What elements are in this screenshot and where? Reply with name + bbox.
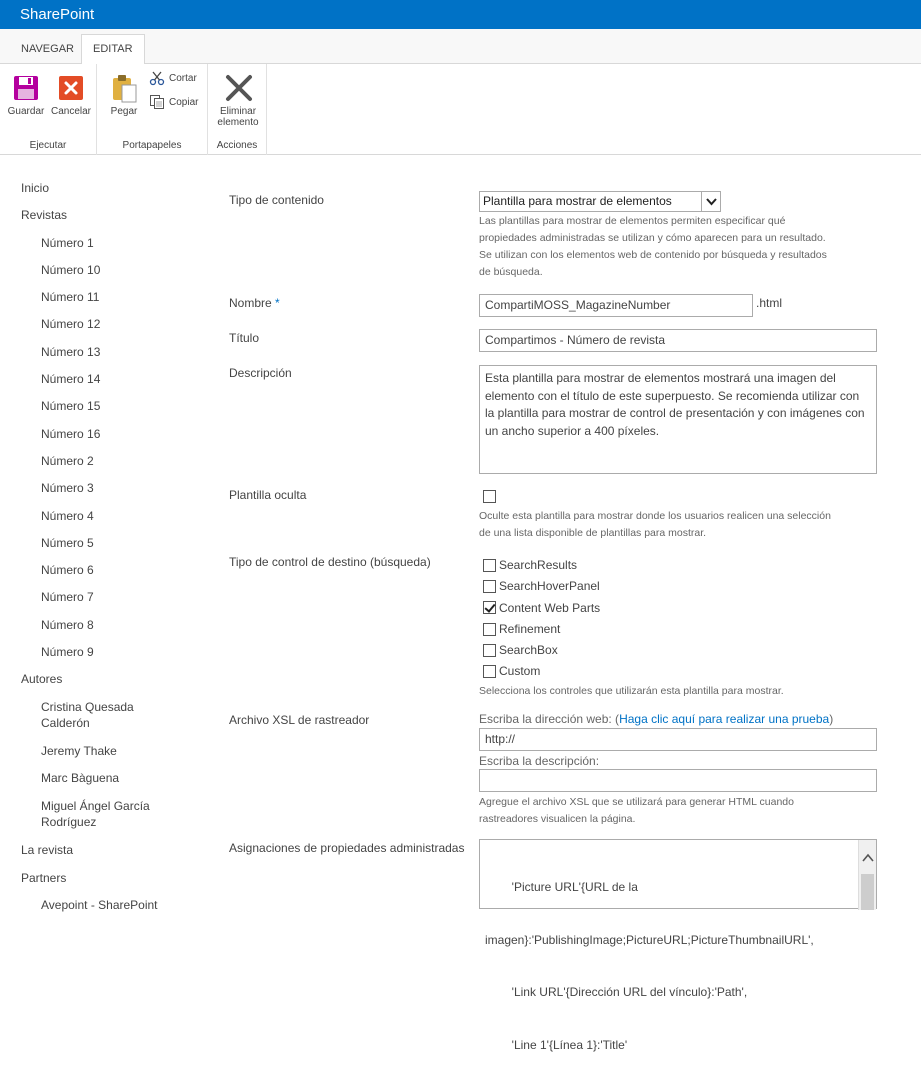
content-type-help-line: Se utilizan con los elementos web de contenido por búsqueda y resultados	[479, 249, 827, 261]
scroll-up-icon[interactable]	[859, 850, 877, 866]
chevron-down-icon	[701, 192, 720, 211]
scrollbar-thumb[interactable]	[861, 874, 874, 910]
nav-item-numero-4[interactable]: Número 4	[41, 509, 94, 523]
ribbon-group-actions	[208, 64, 267, 155]
content-type-help-line: propiedades administradas se utilizan y cómo aparecen para un resultado.	[479, 232, 826, 244]
nav-item-miguel-line1: Miguel Ángel García	[41, 799, 150, 813]
save-label: Guardar	[7, 106, 45, 117]
name-label-text: Nombre	[229, 296, 272, 310]
nav-item-la-revista[interactable]: La revista	[21, 843, 74, 857]
brand-title[interactable]: SharePoint	[20, 6, 95, 23]
tab-navegar[interactable]: NAVEGAR	[21, 43, 74, 55]
nav-item-numero-13[interactable]: Número 13	[41, 345, 101, 359]
target-control-help: Selecciona los controles que utilizarán esta plantilla para mostrar.	[479, 685, 784, 697]
xsl-help-line: Agregue el archivo XSL que se utilizará para generar HTML cuando	[479, 796, 794, 808]
nav-item-cristina-line1: Cristina Quesada	[41, 700, 134, 714]
content-type-select[interactable]	[479, 191, 721, 212]
cancel-label: Cancelar	[50, 106, 92, 117]
mapping-line: 'Line 1'{Línea 1}:'Title'	[485, 1037, 628, 1052]
checkbox-refinement[interactable]	[483, 623, 496, 636]
option-searchbox[interactable]: SearchBox	[499, 643, 558, 657]
option-content-web-parts[interactable]: Content Web Parts	[499, 601, 601, 615]
ribbon-group-clipboard	[97, 64, 208, 155]
nav-item-numero-1[interactable]: Número 1	[41, 236, 94, 250]
content-type-help-line: Las plantillas para mostrar de elementos permiten especificar qué	[479, 215, 786, 227]
hidden-template-help-line: de una lista disponible de plantillas para mostrar.	[479, 527, 707, 539]
cancel-icon	[57, 74, 85, 102]
nav-item-numero-8[interactable]: Número 8	[41, 618, 94, 632]
suite-bar	[0, 0, 921, 29]
title-label: Título	[229, 331, 260, 345]
mappings-text	[485, 844, 855, 1089]
cancel-button[interactable]	[50, 74, 92, 117]
paste-icon	[110, 74, 138, 102]
nav-item-marc[interactable]: Marc Bàguena	[41, 771, 120, 785]
delete-icon	[224, 74, 252, 102]
paste-label: Pegar	[110, 106, 138, 117]
checkbox-searchresults[interactable]	[483, 559, 496, 572]
target-control-label: Tipo de control de destino (búsqueda)	[229, 555, 431, 569]
copy-label: Copiar	[169, 96, 199, 108]
mappings-label: Asignaciones de propiedades administradas	[229, 841, 465, 855]
nav-item-revistas[interactable]: Revistas	[21, 208, 68, 222]
hidden-template-checkbox[interactable]	[483, 490, 496, 503]
xsl-url-prompt-end: )	[829, 712, 834, 726]
mappings-scrollbar[interactable]	[858, 840, 876, 910]
nav-item-numero-5[interactable]: Número 5	[41, 536, 94, 550]
checkbox-searchbox[interactable]	[483, 644, 496, 657]
nav-item-numero-3[interactable]: Número 3	[41, 481, 94, 495]
test-link[interactable]: Haga clic aquí para realizar una prueba	[619, 712, 830, 726]
nav-item-miguel[interactable]	[41, 799, 150, 829]
nav-item-numero-6[interactable]: Número 6	[41, 563, 94, 577]
group-label-actions: Acciones	[216, 140, 258, 151]
content-type-help	[479, 213, 827, 281]
xsl-label: Archivo XSL de rastreador	[229, 713, 370, 727]
option-custom[interactable]: Custom	[499, 664, 541, 678]
scissors-icon	[149, 70, 165, 86]
option-searchhoverpanel[interactable]: SearchHoverPanel	[499, 579, 600, 593]
title-input[interactable]: Compartimos - Número de revista	[479, 329, 877, 352]
xsl-help	[479, 794, 794, 828]
paste-button[interactable]	[107, 74, 141, 117]
nav-item-numero-7[interactable]: Número 7	[41, 590, 94, 604]
cut-button[interactable]	[149, 70, 197, 86]
copy-icon	[149, 94, 165, 110]
option-searchresults[interactable]: SearchResults	[499, 558, 578, 572]
nav-item-numero-15[interactable]: Número 15	[41, 399, 101, 413]
name-extension: .html	[756, 296, 783, 310]
mapping-line: 'Link URL'{Dirección URL del vínculo}:'Path',	[485, 985, 748, 999]
nav-item-numero-10[interactable]: Número 10	[41, 263, 101, 277]
xsl-desc-prompt: Escriba la descripción:	[479, 754, 600, 768]
mapping-line: 'Picture URL'{URL de la	[485, 880, 638, 894]
ribbon-tabs	[0, 29, 921, 64]
content-type-help-line: de búsqueda.	[479, 266, 543, 278]
nav-item-partners[interactable]: Partners	[21, 871, 67, 885]
name-input[interactable]: CompartiMOSS_MagazineNumber	[479, 294, 753, 317]
xsl-url-prompt-text: Escriba la dirección web: (	[479, 712, 620, 726]
nav-item-numero-14[interactable]: Número 14	[41, 372, 101, 386]
nav-item-avepoint[interactable]: Avepoint - SharePoint	[41, 898, 158, 912]
nav-item-inicio[interactable]: Inicio	[21, 181, 50, 195]
checkbox-content-web-parts[interactable]	[483, 601, 496, 614]
checkbox-custom[interactable]	[483, 665, 496, 678]
required-marker: *	[275, 296, 280, 310]
mappings-textarea[interactable]	[479, 839, 877, 1052]
description-textarea[interactable]: Esta plantilla para mostrar de elementos mostrará una imagen del elemento con el título de este superpuesto. Se recomienda utilizar con la plantilla para mostrar de control de presentación y con imágenes con un ancho superior a 400 píxeles.	[479, 365, 877, 474]
copy-button[interactable]	[149, 94, 198, 110]
nav-item-miguel-line2: Rodríguez	[41, 815, 97, 829]
hidden-template-label: Plantilla oculta	[229, 488, 307, 502]
description-label: Descripción	[229, 366, 292, 380]
group-label-clipboard: Portapapeles	[122, 140, 182, 151]
delete-label-line1: Eliminar	[219, 106, 257, 117]
checkbox-searchhoverpanel[interactable]	[483, 580, 496, 593]
nav-item-numero-9[interactable]: Número 9	[41, 645, 94, 659]
cut-label: Cortar	[169, 72, 197, 84]
save-icon	[12, 74, 40, 102]
xsl-help-line: rastreadores visualicen la página.	[479, 813, 636, 825]
nav-item-cristina-line2: Calderón	[41, 716, 90, 730]
delete-item-button[interactable]	[213, 74, 263, 128]
nav-item-jeremy[interactable]: Jeremy Thake	[41, 744, 117, 758]
nav-item-numero-11[interactable]: Número 11	[41, 290, 100, 304]
xsl-url-input[interactable]: http://	[479, 728, 877, 751]
delete-label-line2: elemento	[217, 117, 259, 128]
group-label-run: Ejecutar	[29, 140, 67, 151]
option-refinement[interactable]: Refinement	[499, 622, 561, 636]
hidden-template-help-line: Oculte esta plantilla para mostrar donde los usuarios realicen una selección	[479, 510, 831, 522]
nav-item-numero-16[interactable]: Número 16	[41, 427, 101, 441]
save-button[interactable]	[6, 74, 46, 117]
tab-editar[interactable]: EDITAR	[81, 34, 145, 65]
ribbon-group-run	[0, 64, 97, 155]
xsl-url-prompt	[479, 712, 833, 726]
content-type-value: Plantilla para mostrar de elementos	[483, 194, 672, 208]
mapping-line: imagen}:'PublishingImage;PictureURL;PictureThumbnailURL',	[485, 932, 814, 947]
name-label	[229, 296, 280, 310]
xsl-description-input[interactable]	[479, 769, 877, 792]
nav-item-cristina[interactable]	[41, 700, 134, 730]
content-type-label: Tipo de contenido	[229, 193, 324, 207]
nav-item-autores[interactable]: Autores	[21, 672, 63, 686]
nav-item-numero-2[interactable]: Número 2	[41, 454, 94, 468]
ribbon	[0, 64, 921, 155]
nav-item-numero-12[interactable]: Número 12	[41, 317, 101, 331]
hidden-template-help	[479, 508, 831, 542]
